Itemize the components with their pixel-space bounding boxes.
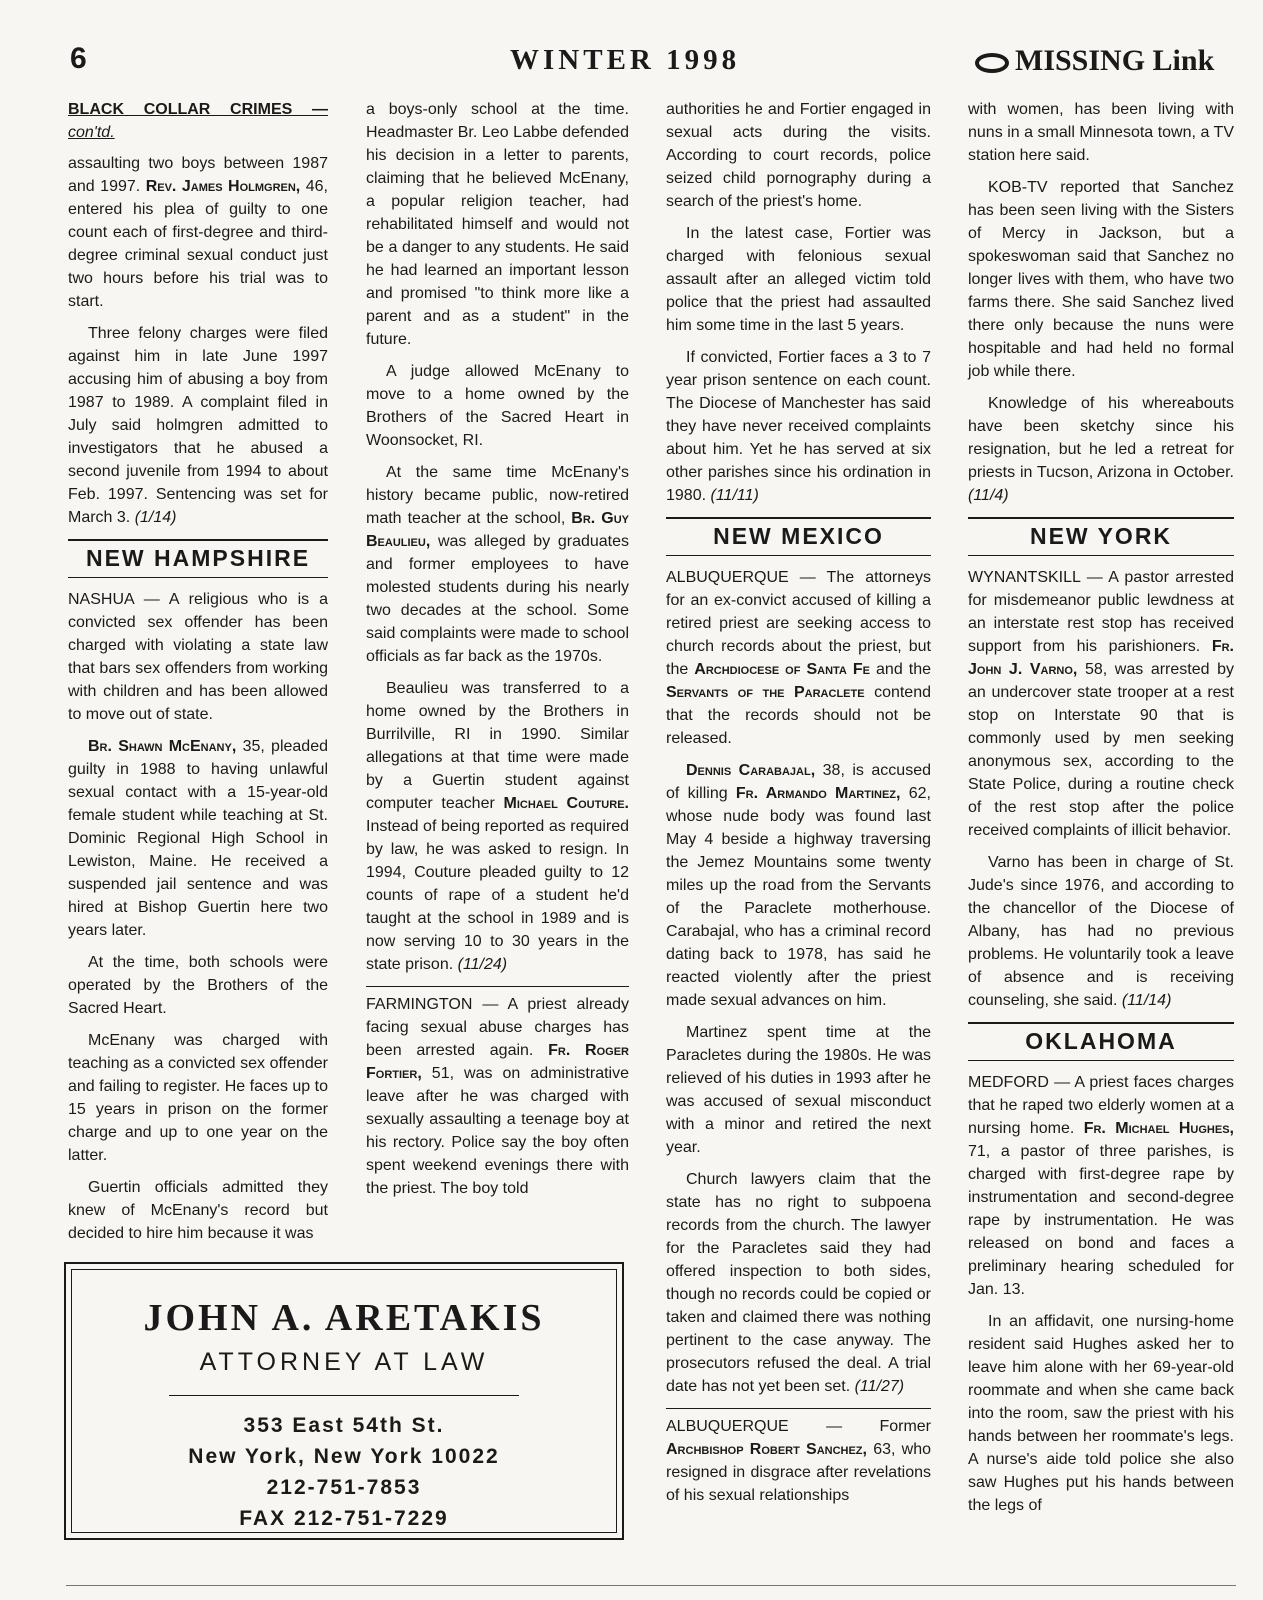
section-heading-oklahoma: OKLAHOMA [968, 1022, 1234, 1061]
column-2 [366, 98, 629, 1209]
ad-phone: 212-751-7853 [266, 1476, 422, 1499]
ad-fax: FAX 212-751-7229 [239, 1507, 449, 1530]
page-number: 6 [70, 42, 87, 75]
article-paragraph: assaulting two boys between 1987 and 1997. Rev. James Holmgren, 46, entered his plea of guilty to one count each of first-degree and third-degree criminal sexual conduct just two hours before his trial was to start. [68, 155, 328, 310]
article-paragraph: Knowledge of his whereabouts have been sketchy since his resignation, but he led a retreat for priests in Tucson, Arizona in October. (11/4) [968, 395, 1234, 504]
article-paragraph: Guertin officials admitted they knew of McEnany's record but decided to hire him because it was [68, 1179, 328, 1242]
ad-name: JOHN A. ARETAKIS [143, 1297, 545, 1339]
article-paragraph: Three felony charges were filed against him in late June 1997 accusing him of abusing a boy from 1987 to 1989. A complaint filed in July said holmgren admitted to investigators that he abused a second juvenile from 1994 to about Feb. 1997. Sentencing was set for March 3. (1/14) [68, 325, 328, 526]
column-4 [968, 98, 1234, 1526]
article-paragraph: Varno has been in charge of St. Jude's since 1976, and according to the chancellor of the Diocese of Albany, has had no previous problems. He voluntarily took a leave of absence and is receiving counseling, she said. (11/14) [968, 854, 1234, 1009]
article-paragraph: In an affidavit, one nursing-home resident said Hughes asked her to leave him alone with her 69-year-old roommate and when she came back into the room, saw the priest with his hands between her roommate's legs. A nurse's aide told police she also saw Hughes put his hands between the legs of [968, 1313, 1234, 1514]
article-paragraph: MEDFORD — A priest faces charges that he raped two elderly women at a nursing home. Fr. Michael Hughes, 71, a pastor of three parishes, is charged with first-degree rape by instrumentation and second-degree rape by instrumentation. He was released on bond and faces a preliminary hearing scheduled for Jan. 13. [968, 1074, 1234, 1298]
article-paragraph: ALBUQUERQUE — Former Archbishop Robert Sanchez, 63, who resigned in disgrace after revelations of his sexual relationships [666, 1418, 931, 1504]
ad-title: ATTORNEY AT LAW [199, 1348, 489, 1376]
article-paragraph: WYNANTSKILL — A pastor arrested for misdemeanor public lewdness at an interstate rest stop has received support from his parishioners. Fr. John J. Varno, 58, was arrested by an undercover state trooper at a rest stop on Interstate 90 that is commonly used by men seeking anonymous sex, according to the State Police, during a routine check of the rest stop after the police received complaints of illicit behavior. [968, 569, 1234, 839]
masthead [975, 44, 1214, 78]
article-paragraph: Dennis Carabajal, 38, is accused of killing Fr. Armando Martinez, 62, whose nude body was found last May 4 beside a highway traversing the Jemez Mountains some twenty miles up the road from the Servants of the Paraclete motherhouse. Carabajal, who has a criminal record dating back to 1978, has said he reacted violently after the priest made sexual advances on him. [666, 762, 931, 1009]
article-paragraph: McEnany was charged with teaching as a convicted sex offender and failing to register. He faces up to 15 years in prison on the former charge and up to one year on the latter. [68, 1032, 328, 1164]
article-paragraph: FARMINGTON — A priest already facing sexual abuse charges has been arrested again. Fr. Roger Fortier, 51, was on administrative leave after he was charged with sexually assaulting a teenage boy at his rectory. Police say the boy often spent weekend evenings there with the priest. The boy told [366, 996, 630, 1197]
section-heading-new-mexico: NEW MEXICO [666, 517, 931, 556]
article-paragraph: A judge allowed McEnany to move to a home owned by the Brothers of the Sacred Heart in Woonsocket, RI. [366, 363, 629, 449]
footer-rule [66, 1585, 1236, 1586]
article-paragraph: If convicted, Fortier faces a 3 to 7 year prison sentence on each count. The Diocese of Manchester has said they have never received complaints about him. Yet he has served at six other parishes since his ordination in 1980. (11/11) [666, 349, 931, 504]
section-heading-new-york: NEW YORK [968, 517, 1234, 556]
article-paragraph: KOB-TV reported that Sanchez has been seen living with the Sisters of Mercy in Jackson, but a spokeswoman said that Sanchez no longer lives with them, who have two farms there. She said Sanchez lived there only because the nuns were hospitable and had held no formal job while there. [968, 179, 1234, 380]
ad-address-line: New York, New York 10022 [188, 1445, 500, 1468]
issue-title: WINTER 1998 [510, 44, 741, 76]
article-paragraph: At the time, both schools were operated by the Brothers of the Sacred Heart. [68, 954, 328, 1017]
column-3 [666, 98, 931, 1516]
article-paragraph: Church lawyers claim that the state has no right to subpoena records from the church. The lawyer for the Paracletes said they had offered inspection to both sides, though no records could be copied or taken and claimed there was nothing pertinent to the case anyway. The prosecutors refused the deal. A trial date has not yet been set. (11/27) [666, 1171, 931, 1395]
article-paragraph: NASHUA — A religious who is a convicted sex offender has been charged with violating a state law that bars sex offenders from working with children and has been allowed to move out of state. [68, 591, 328, 723]
column-1 [68, 98, 328, 1254]
story-divider [666, 1408, 931, 1409]
attorney-advertisement [64, 1262, 624, 1540]
article-paragraph: authorities he and Fortier engaged in sexual acts during the visits. According to court records, police seized child pornography during a search of the priest's home. [666, 101, 931, 210]
article-paragraph: Br. Shawn McEnany, 35, pleaded guilty in 1988 to having unlawful sexual contact with a 15-year-old female student while teaching at St. Dominic Regional High School in Lewiston, Maine. He received a suspended jail sentence and was hired at Bishop Guertin here two years later. [68, 738, 329, 939]
ad-divider [169, 1395, 519, 1396]
continued-heading: BLACK COLLAR CRIMES — con'td. [68, 101, 328, 141]
article-paragraph: In the latest case, Fortier was charged with felonious sexual assault after an alleged victim told police that the priest had assaulted him some time in the last 5 years. [666, 225, 931, 334]
article-paragraph: a boys-only school at the time. Headmaster Br. Leo Labbe defended his decision in a letter to parents, claiming that he believed McEnany, a popular religion teacher, had rehabilitated himself and would not be a danger to any students. He said he had learned an important lesson and promised "to think more like a parent and as a student" in the future. [366, 101, 629, 348]
section-heading-new-hampshire: NEW HAMPSHIRE [68, 539, 328, 578]
logo-ring-icon [975, 53, 1009, 73]
story-divider [366, 986, 629, 987]
article-paragraph: At the same time McEnany's history became public, now-retired math teacher at the school, Br. Guy Beaulieu, was alleged by graduates and former employees to have molested students during his nearly two decades at the school. Some said complaints were made to school officials as far back as the 1970s. [366, 464, 629, 665]
masthead-text: MISSING Link [1015, 44, 1215, 77]
article-paragraph: Beaulieu was transferred to a home owned by the Brothers in Burrilville, RI in 1990. Similar allegations at that time were made by a Guertin student against computer teacher Michael Couture. Instead of being reported as required by law, he was asked to resign. In 1994, Couture pleaded guilty to 12 counts of rape of a student he'd taught at the school in 1989 and is now serving 10 to 30 years in the state prison. (11/24) [366, 680, 629, 973]
ad-address-line: 353 East 54th St. [243, 1414, 445, 1437]
article-paragraph: Martinez spent time at the Paracletes during the 1980s. He was relieved of his duties in 1993 after he was accused of sexual misconduct with a minor and retired the next year. [666, 1024, 931, 1156]
article-paragraph: ALBUQUERQUE — The attorneys for an ex-convict accused of killing a retired priest are seeking access to church records about the priest, but the Archdiocese of Santa Fe and the Servants of the Paraclete contend that the records should not be released. [666, 569, 931, 747]
article-paragraph: with women, has been living with nuns in a small Minnesota town, a TV station here said. [968, 101, 1234, 164]
